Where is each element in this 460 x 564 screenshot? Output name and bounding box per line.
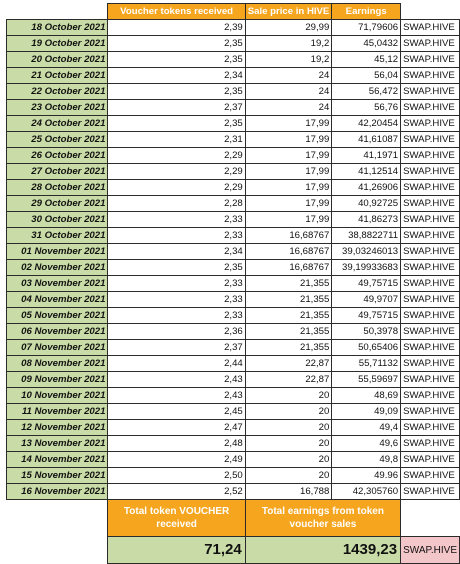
vouchers-cell[interactable]: 2,37 <box>108 340 245 356</box>
table-row <box>7 52 460 68</box>
blank-total-cell[interactable] <box>7 537 108 564</box>
date-cell[interactable]: 10 November 2021 <box>7 388 108 404</box>
price-cell[interactable]: 20 <box>245 468 332 484</box>
table-row <box>7 452 460 468</box>
earnings-cell[interactable]: 56,472 <box>332 84 401 100</box>
date-cell[interactable]: 28 October 2021 <box>7 180 108 196</box>
token-cell[interactable]: SWAP.HIVE <box>401 244 460 260</box>
vouchers-cell[interactable]: 2,35 <box>108 52 245 68</box>
date-cell[interactable]: 11 November 2021 <box>7 404 108 420</box>
vouchers-cell[interactable]: 2,29 <box>108 164 245 180</box>
table-row <box>7 372 460 388</box>
vouchers-cell[interactable]: 2,34 <box>108 68 245 84</box>
token-cell[interactable]: SWAP.HIVE <box>401 52 460 68</box>
token-cell[interactable]: SWAP.HIVE <box>401 196 460 212</box>
token-cell[interactable]: SWAP.HIVE <box>401 276 460 292</box>
spreadsheet <box>6 3 460 564</box>
header-earnings[interactable]: Earnings <box>332 4 401 20</box>
table-row <box>7 260 460 276</box>
token-cell[interactable]: SWAP.HIVE <box>401 148 460 164</box>
token-cell[interactable]: SWAP.HIVE <box>401 68 460 84</box>
date-cell[interactable]: 12 November 2021 <box>7 420 108 436</box>
earnings-cell[interactable]: 48,69 <box>332 388 401 404</box>
token-cell[interactable]: SWAP.HIVE <box>401 84 460 100</box>
token-cell[interactable]: SWAP.HIVE <box>401 372 460 388</box>
earnings-cell[interactable]: 49,75715 <box>332 308 401 324</box>
token-cell[interactable]: SWAP.HIVE <box>401 484 460 500</box>
total-vouchers-value[interactable]: 71,24 <box>108 537 245 564</box>
total-earnings-token[interactable]: SWAP.HIVE <box>401 537 460 564</box>
table-row <box>7 180 460 196</box>
date-cell[interactable]: 29 October 2021 <box>7 196 108 212</box>
price-cell[interactable]: 21,355 <box>245 324 332 340</box>
table-row <box>7 340 460 356</box>
date-cell[interactable]: 18 October 2021 <box>7 20 108 36</box>
price-cell[interactable]: 29,99 <box>245 20 332 36</box>
token-cell[interactable]: SWAP.HIVE <box>401 132 460 148</box>
table-row <box>7 324 460 340</box>
token-cell[interactable]: SWAP.HIVE <box>401 404 460 420</box>
price-cell[interactable]: 21,355 <box>245 292 332 308</box>
earnings-cell[interactable]: 49,75715 <box>332 276 401 292</box>
vouchers-cell[interactable]: 2,50 <box>108 468 245 484</box>
table-row <box>7 36 460 52</box>
header-row <box>7 4 460 20</box>
table-row <box>7 356 460 372</box>
date-cell[interactable]: 03 November 2021 <box>7 276 108 292</box>
date-cell[interactable]: 14 November 2021 <box>7 452 108 468</box>
token-cell[interactable]: SWAP.HIVE <box>401 100 460 116</box>
summary-label-row <box>7 500 460 537</box>
table-body <box>7 20 460 500</box>
table-row <box>7 132 460 148</box>
price-cell[interactable]: 20 <box>245 452 332 468</box>
vouchers-cell[interactable]: 2,36 <box>108 324 245 340</box>
token-cell[interactable]: SWAP.HIVE <box>401 468 460 484</box>
earnings-cell[interactable]: 50,65406 <box>332 340 401 356</box>
vouchers-cell[interactable]: 2,28 <box>108 196 245 212</box>
earnings-cell[interactable]: 49,09 <box>332 404 401 420</box>
table-row <box>7 420 460 436</box>
earnings-cell[interactable]: 56,76 <box>332 100 401 116</box>
vouchers-cell[interactable]: 2,35 <box>108 84 245 100</box>
price-cell[interactable]: 20 <box>245 388 332 404</box>
summary-value-row <box>7 537 460 564</box>
token-cell[interactable]: SWAP.HIVE <box>401 20 460 36</box>
vouchers-cell[interactable]: 2,35 <box>108 116 245 132</box>
date-cell[interactable]: 09 November 2021 <box>7 372 108 388</box>
vouchers-cell[interactable]: 2,44 <box>108 356 245 372</box>
earnings-cell[interactable]: 42,20454 <box>332 116 401 132</box>
table-row <box>7 20 460 36</box>
table-row <box>7 100 460 116</box>
table-row <box>7 116 460 132</box>
date-cell[interactable]: 13 November 2021 <box>7 436 108 452</box>
token-cell[interactable]: SWAP.HIVE <box>401 212 460 228</box>
token-cell[interactable]: SWAP.HIVE <box>401 388 460 404</box>
table-row <box>7 468 460 484</box>
vouchers-cell[interactable]: 2,37 <box>108 100 245 116</box>
date-cell[interactable]: 19 October 2021 <box>7 36 108 52</box>
table-row <box>7 404 460 420</box>
vouchers-cell[interactable]: 2,47 <box>108 420 245 436</box>
token-cell[interactable]: SWAP.HIVE <box>401 356 460 372</box>
price-cell[interactable]: 22,87 <box>245 372 332 388</box>
date-cell[interactable]: 27 October 2021 <box>7 164 108 180</box>
earnings-cell[interactable]: 49,4 <box>332 420 401 436</box>
price-cell[interactable]: 17,99 <box>245 196 332 212</box>
date-cell[interactable]: 22 October 2021 <box>7 84 108 100</box>
table-row <box>7 436 460 452</box>
token-cell[interactable]: SWAP.HIVE <box>401 340 460 356</box>
price-cell[interactable]: 17,99 <box>245 132 332 148</box>
price-cell[interactable]: 17,99 <box>245 116 332 132</box>
price-cell[interactable]: 17,99 <box>245 164 332 180</box>
price-cell[interactable]: 24 <box>245 68 332 84</box>
earnings-cell[interactable]: 55,59697 <box>332 372 401 388</box>
date-cell[interactable]: 25 October 2021 <box>7 132 108 148</box>
table-row <box>7 276 460 292</box>
price-cell[interactable]: 16,788 <box>245 484 332 500</box>
earnings-cell[interactable]: 45,0432 <box>332 36 401 52</box>
vouchers-cell[interactable]: 2,31 <box>108 132 245 148</box>
date-cell[interactable]: 07 November 2021 <box>7 340 108 356</box>
vouchers-cell[interactable]: 2,48 <box>108 436 245 452</box>
earnings-cell[interactable]: 38,8822711 <box>332 228 401 244</box>
price-cell[interactable]: 22,87 <box>245 356 332 372</box>
header-vouchers[interactable]: Voucher tokens received <box>108 4 245 20</box>
earnings-cell[interactable]: 49,8 <box>332 452 401 468</box>
table-row <box>7 164 460 180</box>
vouchers-cell[interactable]: 2,34 <box>108 244 245 260</box>
earnings-cell[interactable]: 40,92725 <box>332 196 401 212</box>
token-cell[interactable]: SWAP.HIVE <box>401 36 460 52</box>
date-cell[interactable]: 31 October 2021 <box>7 228 108 244</box>
earnings-cell[interactable]: 50,3978 <box>332 324 401 340</box>
date-cell[interactable]: 08 November 2021 <box>7 356 108 372</box>
price-cell[interactable]: 21,355 <box>245 308 332 324</box>
table-row <box>7 388 460 404</box>
date-cell[interactable]: 30 October 2021 <box>7 212 108 228</box>
table-row <box>7 292 460 308</box>
vouchers-cell[interactable]: 2,49 <box>108 452 245 468</box>
token-cell[interactable]: SWAP.HIVE <box>401 436 460 452</box>
earnings-cell[interactable]: 41,86273 <box>332 212 401 228</box>
total-earnings-value[interactable]: 1439,23 <box>245 537 400 564</box>
price-cell[interactable]: 20 <box>245 420 332 436</box>
token-cell[interactable]: SWAP.HIVE <box>401 228 460 244</box>
earnings-cell[interactable]: 41,12514 <box>332 164 401 180</box>
vouchers-cell[interactable]: 2,45 <box>108 404 245 420</box>
table-row <box>7 148 460 164</box>
date-cell[interactable]: 01 November 2021 <box>7 244 108 260</box>
token-cell[interactable]: SWAP.HIVE <box>401 420 460 436</box>
vouchers-cell[interactable]: 2,33 <box>108 228 245 244</box>
earnings-cell[interactable]: 49.96 <box>332 468 401 484</box>
earnings-cell[interactable]: 41,1971 <box>332 148 401 164</box>
price-cell[interactable]: 16,68767 <box>245 244 332 260</box>
price-cell[interactable]: 17,99 <box>245 148 332 164</box>
total-vouchers-label[interactable]: Total token VOUCHER received <box>108 500 245 537</box>
table-row <box>7 244 460 260</box>
earnings-cell[interactable]: 55,71132 <box>332 356 401 372</box>
earnings-table <box>6 3 460 564</box>
earnings-cell[interactable]: 42,305760 <box>332 484 401 500</box>
table-row <box>7 68 460 84</box>
price-cell[interactable]: 24 <box>245 84 332 100</box>
token-cell[interactable]: SWAP.HIVE <box>401 260 460 276</box>
vouchers-cell[interactable]: 2,35 <box>108 260 245 276</box>
date-cell[interactable]: 02 November 2021 <box>7 260 108 276</box>
token-cell[interactable]: SWAP.HIVE <box>401 452 460 468</box>
earnings-cell[interactable]: 49,6 <box>332 436 401 452</box>
token-cell[interactable]: SWAP.HIVE <box>401 292 460 308</box>
vouchers-cell[interactable]: 2,33 <box>108 276 245 292</box>
price-cell[interactable]: 16,68767 <box>245 228 332 244</box>
blank-summary-cell-right[interactable] <box>401 500 460 537</box>
vouchers-cell[interactable]: 2,33 <box>108 212 245 228</box>
date-cell[interactable]: 21 October 2021 <box>7 68 108 84</box>
token-cell[interactable]: SWAP.HIVE <box>401 308 460 324</box>
vouchers-cell[interactable]: 2,35 <box>108 36 245 52</box>
earnings-cell[interactable]: 41,26906 <box>332 180 401 196</box>
header-price[interactable]: Sale price in HIVE <box>245 4 332 20</box>
price-cell[interactable]: 20 <box>245 436 332 452</box>
date-cell[interactable]: 06 November 2021 <box>7 324 108 340</box>
token-cell[interactable]: SWAP.HIVE <box>401 164 460 180</box>
token-cell[interactable]: SWAP.HIVE <box>401 324 460 340</box>
date-cell[interactable]: 04 November 2021 <box>7 292 108 308</box>
vouchers-cell[interactable]: 2,33 <box>108 308 245 324</box>
earnings-cell[interactable]: 71,79606 <box>332 20 401 36</box>
price-cell[interactable]: 20 <box>245 404 332 420</box>
table-row <box>7 484 460 500</box>
date-cell[interactable]: 16 November 2021 <box>7 484 108 500</box>
price-cell[interactable]: 17,99 <box>245 180 332 196</box>
price-cell[interactable]: 17,99 <box>245 212 332 228</box>
table-row <box>7 228 460 244</box>
price-cell[interactable]: 19,2 <box>245 36 332 52</box>
token-cell[interactable]: SWAP.HIVE <box>401 180 460 196</box>
table-row <box>7 84 460 100</box>
date-cell[interactable]: 23 October 2021 <box>7 100 108 116</box>
earnings-cell[interactable]: 49,9707 <box>332 292 401 308</box>
price-cell[interactable]: 16,68767 <box>245 260 332 276</box>
vouchers-cell[interactable]: 2,29 <box>108 148 245 164</box>
vouchers-cell[interactable]: 2,33 <box>108 292 245 308</box>
date-cell[interactable]: 05 November 2021 <box>7 308 108 324</box>
blank-header-cell[interactable] <box>401 4 460 20</box>
earnings-cell[interactable]: 56,04 <box>332 68 401 84</box>
price-cell[interactable]: 21,355 <box>245 276 332 292</box>
total-earnings-label[interactable]: Total earnings from token voucher sales <box>245 500 400 537</box>
earnings-cell[interactable]: 45,12 <box>332 52 401 68</box>
date-cell[interactable]: 24 October 2021 <box>7 116 108 132</box>
vouchers-cell[interactable]: 2,43 <box>108 372 245 388</box>
earnings-cell[interactable]: 39,19933683 <box>332 260 401 276</box>
blank-corner-cell[interactable] <box>7 4 108 20</box>
table-row <box>7 196 460 212</box>
table-row <box>7 308 460 324</box>
table-row <box>7 212 460 228</box>
date-cell[interactable]: 20 October 2021 <box>7 52 108 68</box>
price-cell[interactable]: 21,355 <box>245 340 332 356</box>
vouchers-cell[interactable]: 2,29 <box>108 180 245 196</box>
earnings-cell[interactable]: 41,61087 <box>332 132 401 148</box>
date-cell[interactable]: 26 October 2021 <box>7 148 108 164</box>
vouchers-cell[interactable]: 2,39 <box>108 20 245 36</box>
token-cell[interactable]: SWAP.HIVE <box>401 116 460 132</box>
vouchers-cell[interactable]: 2,52 <box>108 484 245 500</box>
blank-summary-cell[interactable] <box>7 500 108 537</box>
date-cell[interactable]: 15 November 2021 <box>7 468 108 484</box>
price-cell[interactable]: 19,2 <box>245 52 332 68</box>
earnings-cell[interactable]: 39,03246013 <box>332 244 401 260</box>
price-cell[interactable]: 24 <box>245 100 332 116</box>
vouchers-cell[interactable]: 2,43 <box>108 388 245 404</box>
